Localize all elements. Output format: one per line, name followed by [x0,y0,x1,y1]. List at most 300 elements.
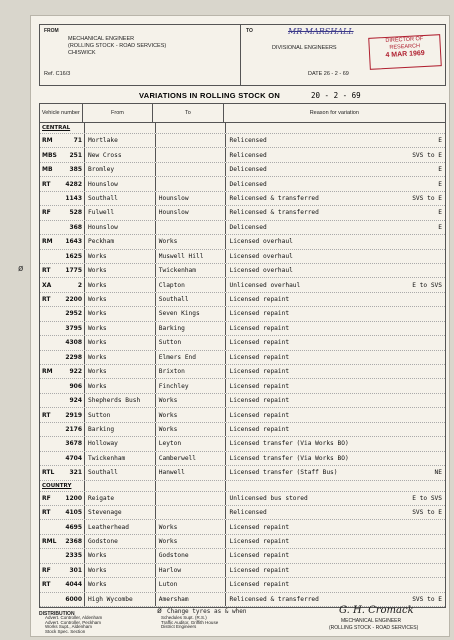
section-heading-row [40,123,445,134]
vehicle-prefix: RF [42,494,51,502]
reason-text: Licensed repaint [229,523,290,531]
vehicle-number [40,506,85,519]
vehicle-fleet-number: 2298 [65,353,83,361]
reason-text: Licensed repaint [229,368,290,376]
reason-cell [226,206,445,219]
table-row [40,506,445,520]
vehicle-number [40,221,85,234]
to-cell [156,221,227,234]
vehicle-fleet-number: 1143 [65,194,83,202]
vehicle-number [40,293,85,306]
legend-symbol: ø [157,606,162,615]
legend-line-1: Schedules Supt. (R.S.) [161,615,207,620]
reason-note: SVS to E [412,595,442,603]
memo-date: DATE 26 - 2 - 69 [308,71,349,77]
reason-cell [226,466,445,479]
section-name: CENTRAL [40,123,85,133]
table-row [40,379,445,393]
section-empty-reason [226,123,445,133]
to-cell: Leyton [156,437,227,450]
vehicle-prefix: RT [42,411,51,419]
reason-cell [226,492,445,505]
to-cell: Amersham [156,593,227,606]
col-vehicle: Vehicle number [40,104,83,122]
to-cell: Camberwell [156,452,227,465]
reason-text: Licensed repaint [229,339,290,347]
vehicle-fleet-number: 922 [69,368,83,376]
from-cell: Holloway [85,437,156,450]
legend-text: Change tyres as & when [167,608,247,615]
from-cell: Stevenage [85,506,156,519]
table-row [18,263,445,278]
vehicle-fleet-number: 3795 [65,324,83,332]
distribution-line-3: Works Supt., Aldenham [45,624,92,629]
from-cell: Works [85,293,156,306]
vehicle-prefix: RT [42,180,51,188]
table-row [40,134,445,148]
vehicle-number [40,134,85,147]
vehicle-fleet-number: 3678 [65,440,83,448]
to-cell: Southall [156,293,227,306]
col-to: To [153,104,223,122]
signatory-title-2: (ROLLING STOCK - ROAD SERVICES) [329,625,419,631]
reason-cell [226,578,445,591]
table-row [40,293,445,307]
reason-text: Relicensed [229,137,267,145]
reason-text: Delicensed [229,223,267,231]
col-from: From [83,104,153,122]
from-line-3: CHISWICK [68,50,96,56]
vehicle-number [40,437,85,450]
table-row [40,423,445,437]
vehicle-number [40,520,85,533]
vehicle-prefix: RML [42,538,57,546]
reason-note: E [438,180,442,188]
legend-line-2: Traffic Auditor, Griffith House [161,619,219,625]
reason-text: Unlicensed bus stored [229,494,308,502]
from-label: FROM [44,28,59,34]
to-cell: Hounslow [156,206,227,219]
vehicle-fleet-number: 1775 [65,267,83,275]
reason-cell [226,394,445,407]
reason-text: Licensed repaint [229,538,290,546]
reason-text: Relicensed & transferred [229,595,319,603]
vehicle-fleet-number: 6000 [65,595,83,603]
distribution-line-2: Advert. Controller, Peckham [45,619,102,625]
from-cell: Works [85,578,156,591]
section-name: COUNTRY [40,481,85,491]
vehicle-fleet-number: 385 [69,166,83,174]
reason-text: Licensed repaint [229,353,290,361]
table-row [40,322,445,336]
reason-text: Licensed repaint [229,411,290,419]
reason-cell [226,520,445,533]
table-row [40,535,445,549]
vehicle-fleet-number: 301 [69,566,83,574]
vehicle-number [40,322,85,335]
to-cell [156,163,227,176]
vehicle-prefix: RF [42,566,51,574]
from-cell: Hounslow [85,177,156,190]
from-cell: Leatherhead [85,520,156,533]
vehicle-fleet-number: 2368 [65,538,83,546]
vehicle-number [40,336,85,349]
vehicle-number [40,408,85,421]
vehicle-fleet-number: 4695 [65,523,83,531]
vehicle-prefix: RT [42,296,51,304]
reason-text: Relicensed [229,509,267,517]
vehicle-prefix: RM [42,137,53,145]
table-row [40,365,445,379]
to-cell [156,148,227,161]
vehicle-fleet-number: 251 [69,151,83,159]
section-empty-to [156,481,227,491]
to-cell [156,492,227,505]
vehicle-fleet-number: 2200 [65,296,83,304]
reason-cell [226,549,445,562]
reason-note: E to SVS [412,281,442,289]
reason-text: Licensed transfer (Via Works BO) [229,454,349,462]
vehicle-fleet-number: 924 [69,397,83,405]
memo-sheet [18,15,450,637]
section-heading-row [40,481,445,492]
from-cell: Mortlake [85,134,156,147]
to-cell: Works [156,394,227,407]
reason-text: Licensed repaint [229,425,290,433]
from-cell: Bromley [85,163,156,176]
vehicle-fleet-number: 4704 [65,454,83,462]
to-cell: Sutton [156,336,227,349]
vehicle-number [40,466,85,479]
table-row [40,278,445,292]
from-cell: Godstone [85,535,156,548]
vehicle-prefix: RT [42,267,51,275]
table-row [40,578,445,592]
reason-text: Licensed overhaul [229,252,293,260]
vehicle-number [40,394,85,407]
to-cell: Works [156,423,227,436]
reason-cell [226,134,445,147]
reason-text: Licensed repaint [229,552,290,560]
vehicle-prefix: XA [42,281,52,289]
reason-text: Licensed repaint [229,581,290,589]
reason-cell [226,148,445,161]
section-empty-reason [226,481,445,491]
vehicle-number [40,192,85,205]
ref-number: Ref. C16/3 [44,71,71,77]
reason-cell [226,192,445,205]
from-cell: Hounslow [85,221,156,234]
reason-cell [226,535,445,548]
reason-note: E [438,166,442,174]
table-row [40,437,445,451]
from-cell: Twickenham [85,452,156,465]
vehicle-number [40,535,85,548]
reason-text: Licensed repaint [229,566,290,574]
vehicle-number [40,250,85,263]
table-row [40,250,445,264]
reason-note: E [438,209,442,217]
from-cell: Works [85,351,156,364]
to-cell [156,177,227,190]
reason-note: SVS to E [412,194,442,202]
to-cell: Hanwell [156,466,227,479]
reason-note: SVS to E [412,151,442,159]
vehicle-fleet-number: 2176 [65,425,83,433]
vehicle-fleet-number: 2952 [65,310,83,318]
table-row [40,466,445,480]
to-cell: Clapton [156,278,227,291]
distribution-line-1: Advert. Controller, Aldenham [45,615,103,620]
variations-table [18,103,446,608]
to-cell: Godstone [156,549,227,562]
from-cell: Sutton [85,408,156,421]
reason-text: Licensed transfer (Via Works BO) [229,440,349,448]
from-cell: Works [85,307,156,320]
vehicle-number [40,564,85,577]
table-row [40,336,445,350]
vehicle-fleet-number: 2 [77,281,83,289]
table-row [40,549,445,563]
reason-cell [226,235,445,248]
to-cell: Works [156,535,227,548]
vehicle-number [40,549,85,562]
from-cell: Works [85,322,156,335]
vehicle-fleet-number: 4282 [65,180,83,188]
table-body [18,123,445,607]
table-row [40,163,445,177]
legend-line-3: District Engineers [161,624,197,629]
from-box [40,25,241,85]
reason-text: Licensed repaint [229,296,290,304]
vehicle-number [40,423,85,436]
section-empty-from [85,123,156,133]
table-row [40,235,445,249]
reason-note: E [438,137,442,145]
reason-cell [226,423,445,436]
vehicle-number [40,365,85,378]
vehicle-number [40,492,85,505]
reason-cell [226,437,445,450]
reason-text: Relicensed [229,151,267,159]
vehicle-number [40,278,85,291]
from-cell: New Cross [85,148,156,161]
vehicle-number [40,148,85,161]
vehicle-number [40,351,85,364]
stamp-date: 4 MAR 1969 [385,49,425,60]
reason-cell [226,506,445,519]
col-reason: Reason for variation [309,110,359,116]
vehicle-prefix: RT [42,581,51,589]
reason-text: Relicensed & transferred [229,209,319,217]
to-handwritten: MR MARSHALL [288,27,354,36]
to-cell: Finchley [156,379,227,392]
reason-text: Relicensed & transferred [229,194,319,202]
reason-note: E [438,223,442,231]
vehicle-fleet-number: 1643 [65,238,83,246]
vehicle-number [40,379,85,392]
to-cell: Brixton [156,365,227,378]
from-cell: Barking [85,423,156,436]
vehicle-fleet-number: 321 [69,469,83,477]
distribution-line-4: Stock Spec. Section [45,628,86,634]
reason-text: Licensed overhaul [229,267,293,275]
vehicle-fleet-number: 4308 [65,339,83,347]
vehicle-fleet-number: 2335 [65,552,83,560]
table-row [40,564,445,578]
reason-text: Unlicensed overhaul [229,281,301,289]
vehicle-fleet-number: 71 [73,137,83,145]
table-row [40,408,445,422]
reason-text: Delicensed [229,166,267,174]
signature: G. H. Cromack [339,605,414,616]
vehicle-fleet-number: 368 [69,223,83,231]
reason-note: SVS to E [412,509,442,517]
from-cell: Reigate [85,492,156,505]
from-cell: Works [85,250,156,263]
reason-cell [226,163,445,176]
reason-text: Licensed repaint [229,324,290,332]
from-cell: Fulwell [85,206,156,219]
to-cell: Works [156,408,227,421]
vehicle-prefix: RT [42,509,51,517]
from-cell: Peckham [85,235,156,248]
from-line-2: (ROLLING STOCK - ROAD SERVICES) [68,43,167,49]
from-cell: Works [85,278,156,291]
to-cell: Luton [156,578,227,591]
vehicle-prefix: RM [42,238,53,246]
reason-cell [226,564,445,577]
vehicle-number [40,578,85,591]
distribution-label: DISTRIBUTION [39,611,75,617]
table-row [40,351,445,365]
reason-text: Licensed repaint [229,310,290,318]
reason-text: Licensed transfer (Staff Bus) [229,469,338,477]
from-cell: Shepherds Bush [85,394,156,407]
from-cell: High Wycombe [85,593,156,606]
reason-cell [226,322,445,335]
from-cell: Southall [85,466,156,479]
to-cell: Hounslow [156,192,227,205]
to-cell: Works [156,235,227,248]
vehicle-fleet-number: 528 [69,209,83,217]
page-title: VARIATIONS IN ROLLING STOCK ON [139,91,281,100]
table-row [40,520,445,534]
vehicle-fleet-number: 2919 [65,411,83,419]
reason-text: Delicensed [229,180,267,188]
reason-text: Licensed repaint [229,397,290,405]
vehicle-prefix: RF [42,209,51,217]
to-printed: DIVISIONAL ENGINEERS [272,45,337,51]
signatory-title-1: MECHANICAL ENGINEER [341,618,402,624]
reason-cell [226,293,445,306]
tyre-change-mark: ø [18,263,24,274]
reason-cell [226,408,445,421]
vehicle-number [40,264,85,277]
vehicle-prefix: MBS [42,151,57,159]
vehicle-number [40,235,85,248]
to-cell: Elmers End [156,351,227,364]
vehicle-number [40,163,85,176]
reason-cell [226,379,445,392]
to-cell [156,506,227,519]
reason-cell [226,336,445,349]
vehicle-prefix: MB [42,166,53,174]
reason-cell [226,221,445,234]
from-line-1: MECHANICAL ENGINEER [68,36,135,42]
table-row [40,452,445,466]
to-cell: Twickenham [156,264,227,277]
vehicle-number [40,206,85,219]
reason-note: NE [434,469,442,477]
vehicle-number [40,452,85,465]
from-cell: Southall [85,192,156,205]
vehicle-number [40,593,85,606]
vehicle-prefix: RTL [42,469,55,477]
from-cell: Works [85,336,156,349]
table-row [40,221,445,235]
reason-text: Licensed repaint [229,382,290,390]
from-cell: Works [85,379,156,392]
received-stamp [368,34,442,70]
table-row [40,177,445,191]
reason-note: E to SVS [412,494,442,502]
vehicle-fleet-number: 4105 [65,509,83,517]
table-header [40,104,445,123]
reason-cell [226,351,445,364]
section-empty-from [85,481,156,491]
table-row [40,492,445,506]
to-cell: Harlow [156,564,227,577]
to-cell [156,134,227,147]
vehicle-number [40,307,85,320]
from-cell: Works [85,365,156,378]
title-date: 20 - 2 - 69 [311,91,361,100]
to-cell: Muswell Hill [156,250,227,263]
to-cell: Seven Kings [156,307,227,320]
vehicle-fleet-number: 1200 [65,494,83,502]
from-cell: Works [85,564,156,577]
reason-cell [226,452,445,465]
to-cell: Barking [156,322,227,335]
vehicle-fleet-number: 906 [69,382,83,390]
to-label: TO [246,28,253,34]
table-row [40,192,445,206]
vehicle-prefix: RM [42,368,53,376]
memo-footer [39,605,444,634]
reason-cell [226,365,445,378]
reason-cell [226,250,445,263]
vehicle-number [40,177,85,190]
to-cell: Works [156,520,227,533]
vehicle-fleet-number: 1625 [65,252,83,260]
section-empty-to [156,123,227,133]
table-row [40,148,445,162]
table-row [40,206,445,220]
reason-cell [226,593,445,606]
table-row [40,394,445,408]
from-cell: Works [85,264,156,277]
vehicle-fleet-number: 4044 [65,581,83,589]
reason-cell [226,307,445,320]
stamp-line-1: DIRECTOR OF [385,36,424,45]
reason-cell [226,264,445,277]
from-cell: Works [85,549,156,562]
table-row [40,307,445,321]
reason-text: Licensed overhaul [229,238,293,246]
reason-cell [226,278,445,291]
stamp-line-2: RESEARCH [389,43,421,51]
